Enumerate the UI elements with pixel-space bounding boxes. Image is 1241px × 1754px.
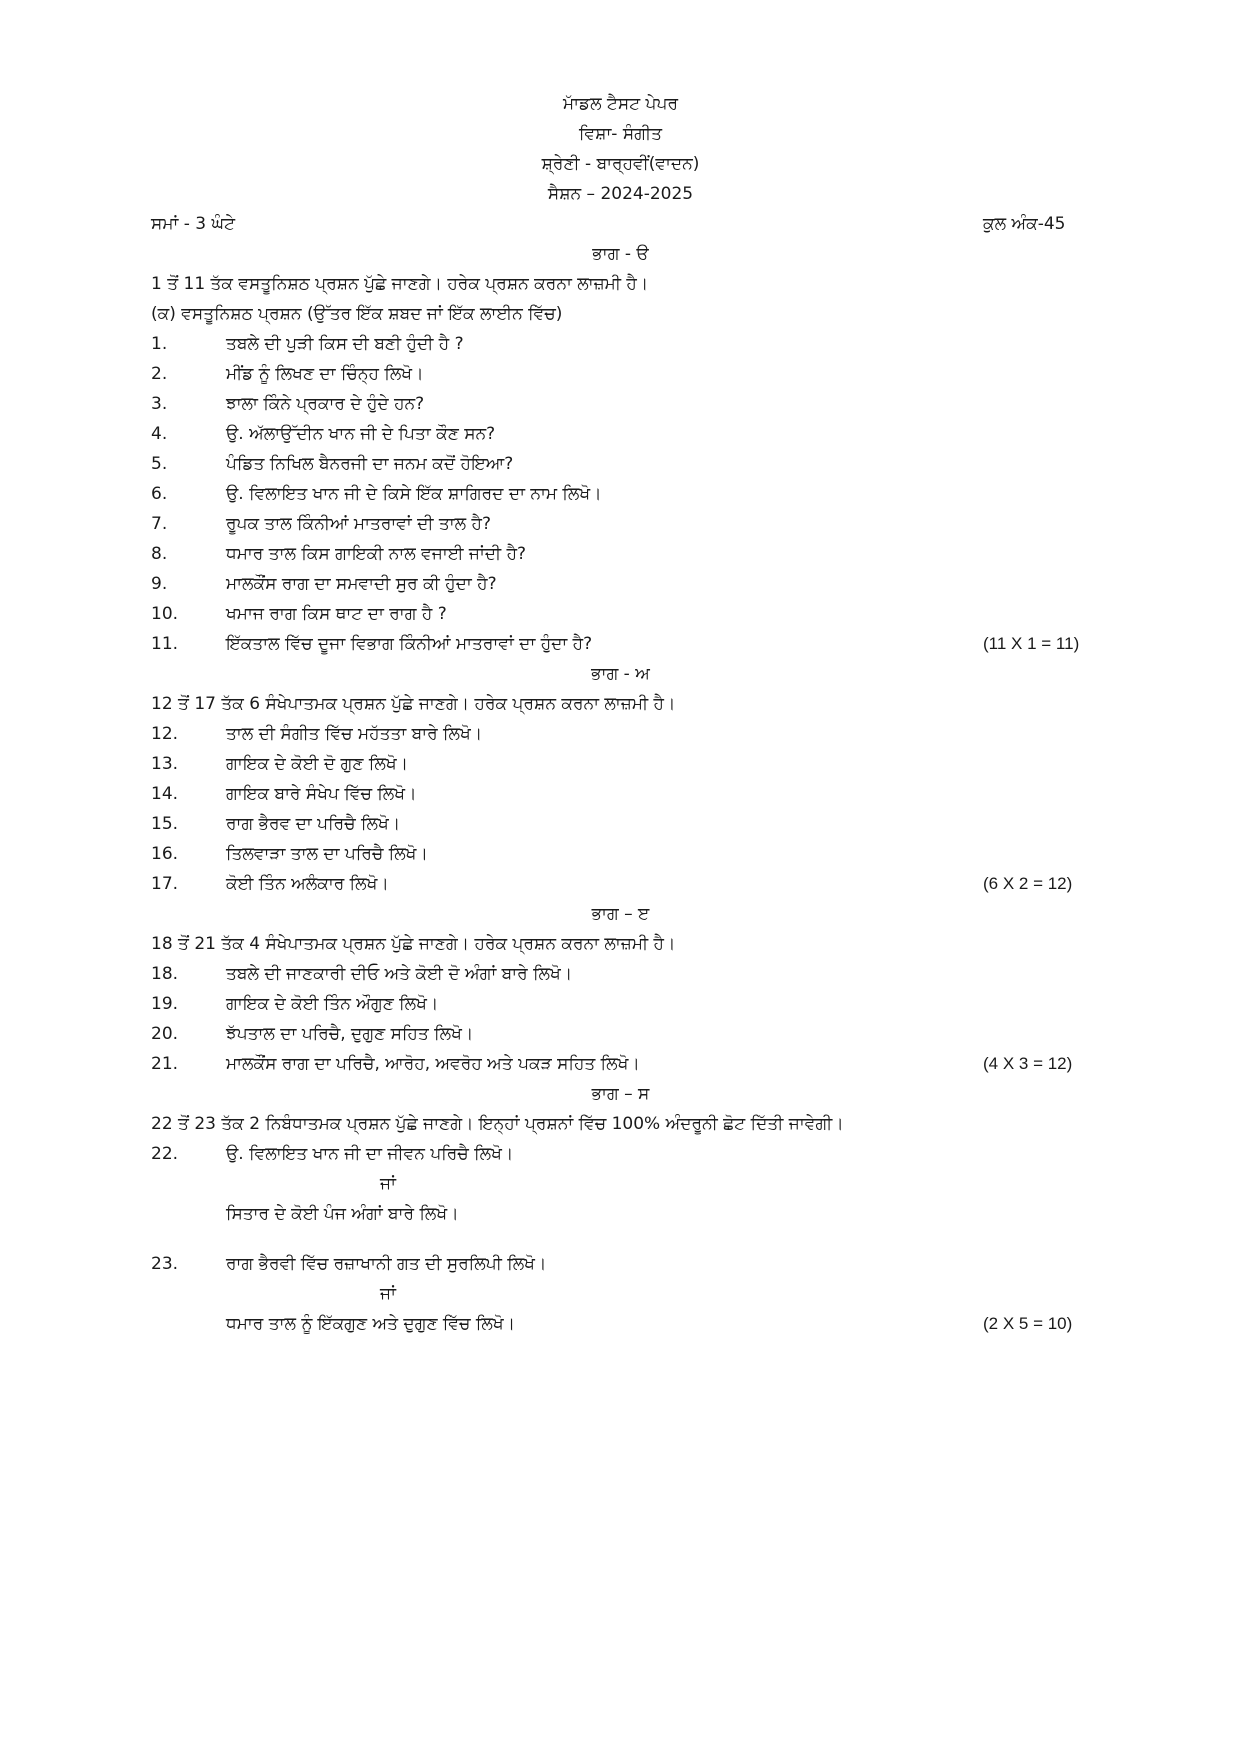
question-number: 17. [151,874,179,894]
section-a-sub-instruction: (ਕ) ਵਸਤੂਨਿਸ਼ਠ ਪ੍ਰਸ਼ਨ (ਉੱਤਰ ਇੱਕ ਸ਼ਬਦ ਜਾਂ ਇੱਕ ਲਾਈਨ ਵਿੱਚ) [151,304,563,324]
question-number: 11. [151,634,179,654]
question-text: ਉ. ਵਿਲਾਇਤ ਖਾਨ ਜੀ ਦੇ ਕਿਸੇ ਇੱਕ ਸ਼ਾਗਿਰਦ ਦਾ ਨਾਮ ਲਿਖੋ। [226,484,602,504]
question-number: 4. [151,424,168,444]
question-number: 19. [151,994,179,1014]
section-d-marks: (2 X 5 = 10) [983,1314,1073,1333]
question-number: 16. [151,844,179,864]
question-text: ਮਾਲਕੌਂਸ ਰਾਗ ਦਾ ਪਰਿਚੈ, ਆਰੋਹ, ਅਵਰੋਹ ਅਤੇ ਪਕੜ ਸਹਿਤ ਲਿਖੋ। [226,1054,640,1074]
section-b-marks: (6 X 2 = 12) [983,874,1073,893]
question-text: ਮਾਲਕੌਂਸ ਰਾਗ ਦਾ ਸਮਵਾਦੀ ਸੁਰ ਕੀ ਹੁੰਦਾ ਹੈ? [226,574,497,594]
question-text: ਤਬਲੇ ਦੀ ਪੁੜੀ ਕਿਸ ਦੀ ਬਣੀ ਹੁੰਦੀ ਹੈ ? [226,334,464,354]
question-number: 3. [151,394,168,414]
question-number: 2. [151,364,168,384]
question-text: ਤਿਲਵਾੜਾ ਤਾਲ ਦਾ ਪਰਿਚੈ ਲਿਖੋ। [226,844,428,864]
section-c-instruction: 18 ਤੋਂ 21 ਤੱਕ 4 ਸੰਖੇਪਾਤਮਕ ਪ੍ਰਸ਼ਨ ਪੁੱਛੇ ਜਾਣਗੇ। ਹਰੇਕ ਪ੍ਰਸ਼ਨ ਕਰਨਾ ਲਾਜ਼ਮੀ ਹੈ। [151,934,676,954]
question-number: 8. [151,544,168,564]
total-marks: ਕੁਲ ਅੰਕ-45 [983,214,1066,234]
section-a-title: ਭਾਗ - ੳ [592,244,649,264]
question-number: 6. [151,484,168,504]
question-number: 14. [151,784,179,804]
session-line: ਸੈਸ਼ਨ – 2024-2025 [547,184,694,204]
question-text: ਗਾਇਕ ਬਾਰੇ ਸੰਖੇਪ ਵਿੱਚ ਲਿਖੋ। [226,784,417,804]
question-number: 1. [151,334,168,354]
question-text: ਗਾਇਕ ਦੇ ਕੋਈ ਦੋ ਗੁਣ ਲਿਖੋ। [226,754,409,774]
question-number: 23. [151,1254,179,1274]
question-text: ਉ. ਵਿਲਾਇਤ ਖਾਨ ਜੀ ਦਾ ਜੀਵਨ ਪਰਿਚੈ ਲਿਖੋ। [226,1144,514,1164]
question-text: ਰਾਗ ਭੈਰਵ ਦਾ ਪਰਿਚੈ ਲਿਖੋ। [226,814,401,834]
question-number: 20. [151,1024,179,1044]
alternative-question-text: ਸਿਤਾਰ ਦੇ ਕੋਈ ਪੰਜ ਅੰਗਾਂ ਬਾਰੇ ਲਿਖੋ। [226,1204,459,1224]
question-text: ਖਮਾਜ ਰਾਗ ਕਿਸ ਥਾਟ ਦਾ ਰਾਗ ਹੈ ? [226,604,447,624]
section-a-instruction: 1 ਤੋਂ 11 ਤੱਕ ਵਸਤੂਨਿਸ਼ਠ ਪ੍ਰਸ਼ਨ ਪੁੱਛੇ ਜਾਣਗੇ। ਹਰੇਕ ਪ੍ਰਸ਼ਨ ਕਰਨਾ ਲਾਜ਼ਮੀ ਹੈ। [151,274,649,294]
question-number: 13. [151,754,179,774]
or-label: ਜਾਂ [380,1284,396,1304]
question-text: ਤਾਲ ਦੀ ਸੰਗੀਤ ਵਿੱਚ ਮਹੱਤਤਾ ਬਾਰੇ ਲਿਖੋ। [226,724,483,744]
time-allowed: ਸਮਾਂ - 3 ਘੰਟੇ [151,214,236,234]
or-label: ਜਾਂ [380,1174,396,1194]
question-number: 9. [151,574,168,594]
section-a-marks: (11 X 1 = 11) [983,634,1080,653]
question-text: ਇੱਕਤਾਲ ਵਿੱਚ ਦੂਜਾ ਵਿਭਾਗ ਕਿੰਨੀਆਂ ਮਾਤਰਾਵਾਂ ਦਾ ਹੁੰਦਾ ਹੈ? [226,634,593,654]
question-text: ਝੱਪਤਾਲ ਦਾ ਪਰਿਚੈ, ਦੁਗੁਣ ਸਹਿਤ ਲਿਖੋ। [226,1024,474,1044]
question-number: 22. [151,1144,179,1164]
question-text: ਪੰਡਿਤ ਨਿਖਿਲ ਬੈਨਰਜੀ ਦਾ ਜਨਮ ਕਦੋਂ ਹੋਇਆ? [226,454,514,474]
question-number: 21. [151,1054,179,1074]
question-text: ਰਾਗ ਭੈਰਵੀ ਵਿੱਚ ਰਜ਼ਾਖਾਨੀ ਗਤ ਦੀ ਸੁਰਲਿਪੀ ਲਿਖੋ। [226,1254,547,1274]
section-d-instruction: 22 ਤੋਂ 23 ਤੱਕ 2 ਨਿਬੰਧਾਤਮਕ ਪ੍ਰਸ਼ਨ ਪੁੱਛੇ ਜਾਣਗੇ। ਇਨ੍ਹਾਂ ਪ੍ਰਸ਼ਨਾਂ ਵਿੱਚ 100% ਅੰਦਰੂਨੀ ਛੋਟ ਦਿੱਤੀ ਜਾਵੇਗੀ। [151,1114,844,1134]
question-number: 5. [151,454,168,474]
subject-line: ਵਿਸ਼ਾ- ਸੰਗੀਤ [579,124,662,144]
paper-title: ਮਾੱਡਲ ਟੈਸਟ ਪੇਪਰ [563,94,678,114]
question-text: ਮੀਂਡ ਨੂੰ ਲਿਖਣ ਦਾ ਚਿੰਨ੍ਹ ਲਿਖੋ। [226,364,424,384]
question-number: 15. [151,814,179,834]
section-d-title: ਭਾਗ – ਸ [591,1084,650,1104]
section-b-title: ਭਾਗ - ਅ [591,664,650,684]
section-c-title: ਭਾਗ – ੲ [591,904,650,924]
question-text: ਤਬਲੇ ਦੀ ਜਾਣਕਾਰੀ ਦੀਓ ਅਤੇ ਕੋਈ ਦੋ ਅੰਗਾਂ ਬਾਰੇ ਲਿਖੋ। [226,964,573,984]
question-number: 10. [151,604,179,624]
question-number: 18. [151,964,179,984]
question-text: ਉ. ਅੱਲਾਉੱਦੀਨ ਖਾਨ ਜੀ ਦੇ ਪਿਤਾ ਕੌਣ ਸਨ? [226,424,496,444]
question-text: ਰੂਪਕ ਤਾਲ ਕਿੰਨੀਆਂ ਮਾਤਰਾਵਾਂ ਦੀ ਤਾਲ ਹੈ? [226,514,491,534]
question-text: ਧਮਾਰ ਤਾਲ ਕਿਸ ਗਾਇਕੀ ਨਾਲ ਵਜਾਈ ਜਾਂਦੀ ਹੈ? [226,544,527,564]
alternative-question-text: ਧਮਾਰ ਤਾਲ ਨੂੰ ਇੱਕਗੁਣ ਅਤੇ ਦੁਗੁਣ ਵਿੱਚ ਲਿਖੋ। [226,1314,516,1334]
question-text: ਝਾਲਾ ਕਿੰਨੇ ਪ੍ਰਕਾਰ ਦੇ ਹੁੰਦੇ ਹਨ? [226,394,425,414]
question-number: 7. [151,514,168,534]
section-b-instruction: 12 ਤੋਂ 17 ਤੱਕ 6 ਸੰਖੇਪਾਤਮਕ ਪ੍ਰਸ਼ਨ ਪੁੱਛੇ ਜਾਣਗੇ। ਹਰੇਕ ਪ੍ਰਸ਼ਨ ਕਰਨਾ ਲਾਜ਼ਮੀ ਹੈ। [151,694,676,714]
class-line: ਸ਼੍ਰੇਣੀ - ਬਾਰ੍ਹਵੀਂ(ਵਾਦਨ) [541,154,700,174]
question-text: ਕੋਈ ਤਿੰਨ ਅਲੰਕਾਰ ਲਿਖੋ। [226,874,389,894]
question-text: ਗਾਇਕ ਦੇ ਕੋਈ ਤਿੰਨ ਔਗੁਣ ਲਿਖੋ। [226,994,439,1014]
section-c-marks: (4 X 3 = 12) [983,1054,1073,1073]
question-number: 12. [151,724,179,744]
